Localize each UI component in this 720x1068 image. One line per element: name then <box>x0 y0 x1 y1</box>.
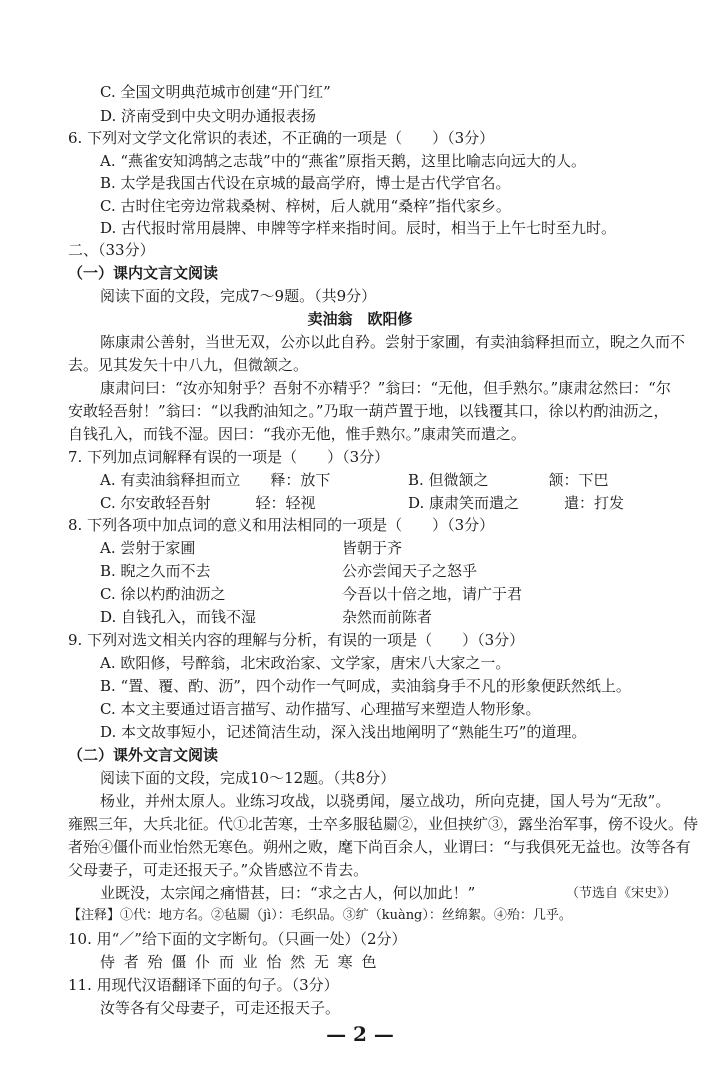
part-2-intro: 阅读下面的文段，完成10～12题。（共8分） <box>100 769 396 787</box>
article-paragraph-2-line-3: 自钱孔入，而钱不湿。因曰：“我亦无他，惟手熟尔。”康肃笑而遣之。 <box>68 425 526 443</box>
q10-stem: 10. 用“／”给下面的文字断句。（只画一处）（2分） <box>68 930 407 948</box>
q9-option-c: C. 本文主要通过语言描写、动作描写、心理描写来塑造人物形象。 <box>100 700 541 718</box>
q9-stem: 9. 下列对选文相关内容的理解与分析，有误的一项是（ ）（3分） <box>68 631 525 649</box>
passage-line-3: 者殆④僵仆而业怡然无寒色。朔州之败，麾下尚百余人，业谓曰：“与我俱死无益也。汝等各有 <box>68 838 691 856</box>
passage-line-4: 父母妻子，可走还报天子。”众皆感泣不肯去。 <box>68 861 369 879</box>
q9-option-a: A. 欧阳修，号醉翁，北宋政治家、文学家，唐宋八大家之一。 <box>100 654 511 672</box>
q9-option-d: D. 本文故事短小，记述简洁生动，深入浅出地阐明了“熟能生巧”的道理。 <box>100 723 587 741</box>
passage-notes: 【注释】①代：地方名。②毡罽（jì）：毛织品。③纩（kuàng）：丝绵絮。④殆：几乎。 <box>68 908 572 923</box>
q8-option-a-right: 皆朝于齐 <box>342 539 403 557</box>
article-title: 卖油翁 欧阳修 <box>307 310 413 328</box>
q9-option-b: B. “置、覆、酌、沥”，四个动作一气呵成，卖油翁身手不凡的形象便跃然纸上。 <box>100 677 631 695</box>
page-number: — 2 — <box>326 1022 394 1046</box>
q6-option-c: C. 古时住宅旁边常栽桑树、梓树，后人就用“桑梓”指代家乡。 <box>100 197 511 215</box>
q7-option-c: C. 尔安敢轻吾射 轻：轻视 <box>100 494 316 512</box>
q11-stem: 11. 用现代汉语翻译下面的句子。（3分） <box>68 976 339 994</box>
q8-option-d-left: D. 自钱孔入，而钱不湿 <box>100 608 257 626</box>
section-2-title: 二、（33分） <box>68 241 155 259</box>
q6-option-b: B. 太学是我国古代设在京城的最高学府，博士是古代学官名。 <box>100 174 511 192</box>
q8-option-d-right: 杂然而前陈者 <box>342 608 433 626</box>
article-paragraph-2-line-2: 安敢轻吾射！”翁曰：“以我酌油知之。”乃取一葫芦置于地，以钱覆其口，徐以杓酌油沥之， <box>68 402 669 420</box>
q8-stem: 8. 下列各项中加点词的意义和用法相同的一项是（ ）（3分） <box>68 516 495 534</box>
q6-stem: 6. 下列对文学文化常识的表述，不正确的一项是（ ）（3分） <box>68 129 495 147</box>
article-paragraph-1-line-2: 去。见其发矢十中八九，但微颔之。 <box>68 356 309 374</box>
q7-stem: 7. 下列加点词解释有误的一项是（ ）（3分） <box>68 448 390 466</box>
q8-option-b-left: B. 睨之久而不去 <box>100 562 211 580</box>
q6-option-a: A. “燕雀安知鸿鹄之志哉”中的“燕雀”原指天鹅，这里比喻志向远大的人。 <box>100 152 587 170</box>
q8-option-a-left: A. 尝射于家圃 <box>100 539 196 557</box>
part-2-title: （二）课外文言文阅读 <box>68 746 219 764</box>
q7-option-a: A. 有卖油翁释担而立 释：放下 <box>100 471 331 489</box>
passage-line-5: 业既没，太宗闻之痛惜甚，曰：“求之古人，何以加此！” <box>100 884 476 902</box>
part-1-intro: 阅读下面的文段，完成7～9题。（共9分） <box>100 287 377 305</box>
passage-line-1: 杨业，并州太原人。业练习攻战，以骁勇闻，屡立战功，所向克捷，国人号为“无敌”。 <box>100 792 671 810</box>
article-paragraph-2-line-1: 康肃问曰：“汝亦知射乎？吾射不亦精乎？”翁曰：“无他，但手熟尔。”康肃忿然曰：“尔 <box>100 379 671 397</box>
q5-option-d: D. 济南受到中央文明办通报表扬 <box>100 107 317 125</box>
passage-source: （节选自《宋史》） <box>566 886 677 901</box>
q10-text: 侍 者 殆 僵 仆 而 业 怡 然 无 寒 色 <box>100 953 379 971</box>
part-1-title: （一）课内文言文阅读 <box>68 264 219 282</box>
q6-option-d: D. 古代报时常用晨牌、申牌等字样来指时间。辰时，相当于上午七时至九时。 <box>100 219 617 237</box>
q5-option-c: C. 全国文明典范城市创建“开门红” <box>100 83 331 101</box>
q7-option-b: B. 但微颔之 颔：下巴 <box>408 471 609 489</box>
article-paragraph-1-line-1: 陈康肃公善射，当世无双，公亦以此自矜。尝射于家圃，有卖油翁释担而立，睨之久而不 <box>100 333 686 351</box>
q8-option-c-left: C. 徐以杓酌油沥之 <box>100 585 226 603</box>
q11-text: 汝等各有父母妻子，可走还报天子。 <box>100 999 341 1017</box>
q8-option-c-right: 今吾以十倍之地，请广于君 <box>342 585 523 603</box>
q7-option-d: D. 康肃笑而遣之 遣：打发 <box>408 494 625 512</box>
q8-option-b-right: 公亦尝闻天子之怒乎 <box>342 562 478 580</box>
passage-line-2: 雍熙三年，大兵北征。代①北苦寒，士卒多服毡罽②，业但挟纩③，露坐治军事，傍不设火。侍 <box>68 815 699 833</box>
